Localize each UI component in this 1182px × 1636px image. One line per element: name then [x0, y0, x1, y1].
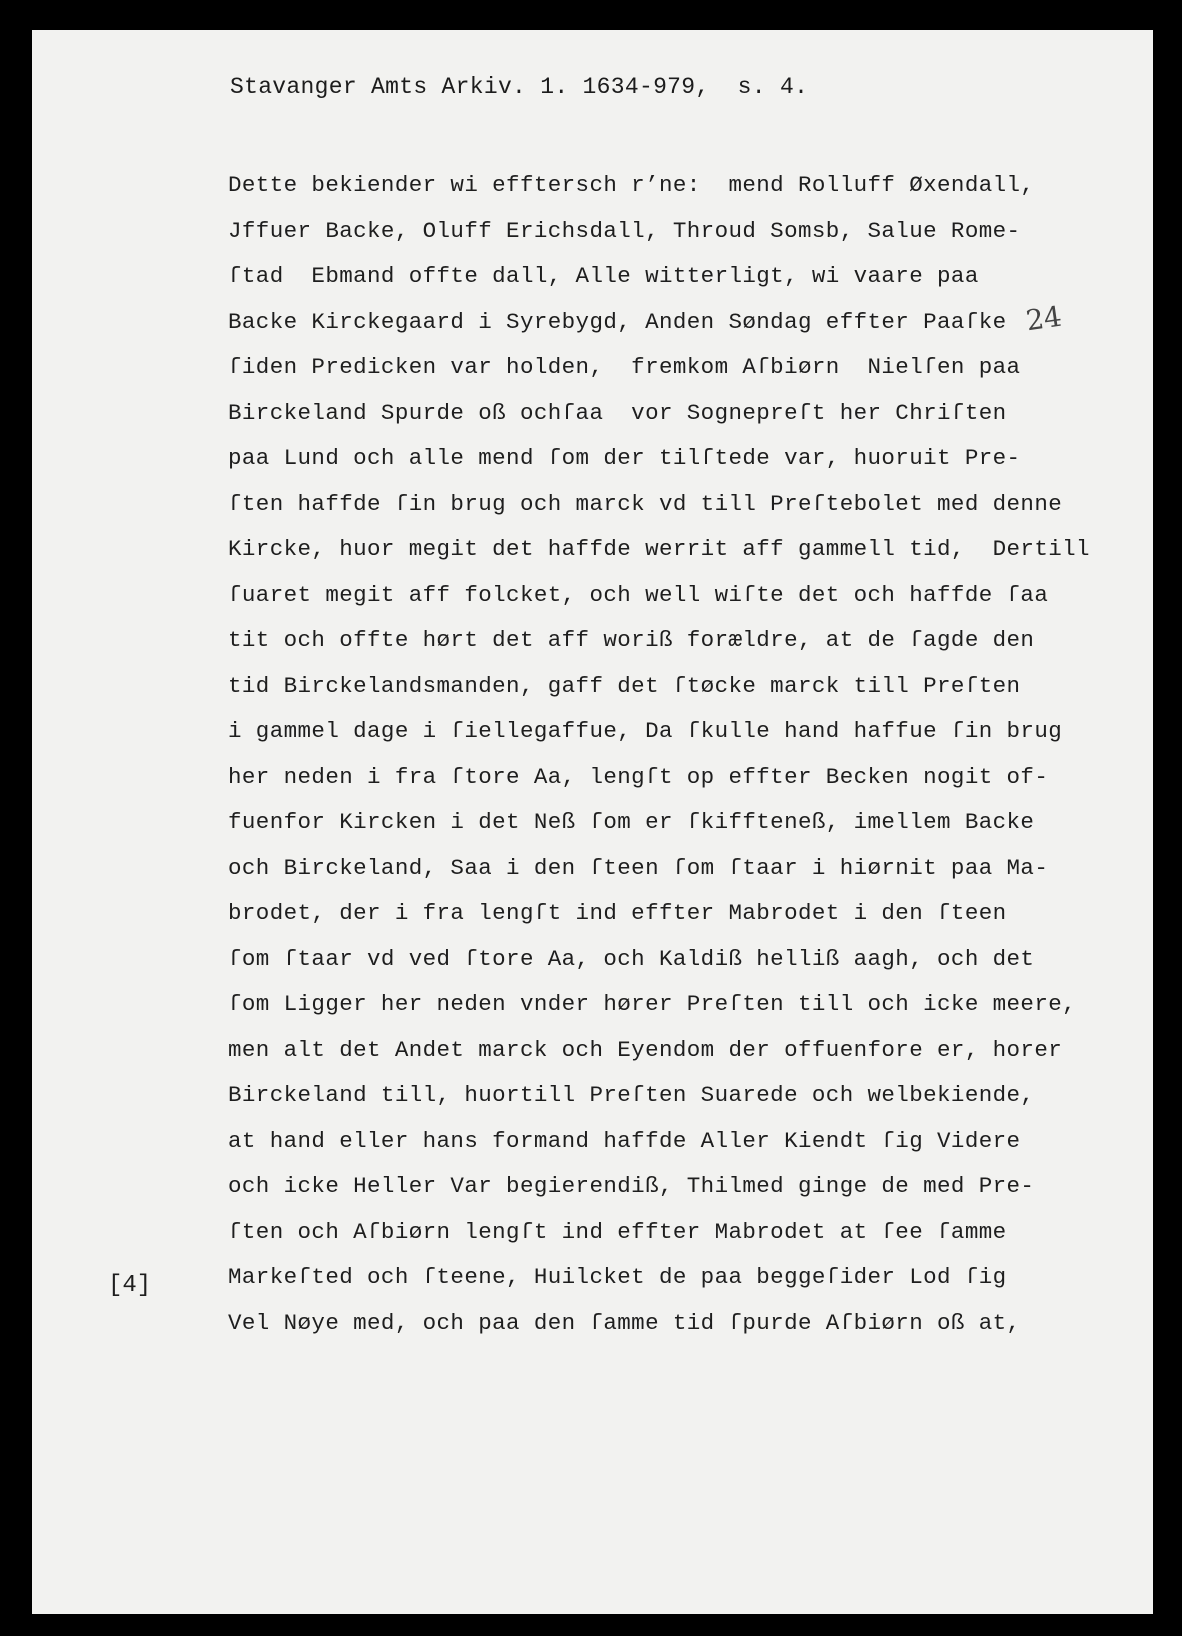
text-line-5: ſiden Predicken var holden, fremkom Aſbiørn Nielſen paa — [228, 354, 1021, 380]
text-line-9: Kircke, huor megit det haffde werrit aff gammell tid, Dertill — [228, 536, 1090, 562]
text-line-22: at hand eller hans formand haffde Aller Kiendt ſig Videre — [228, 1127, 1021, 1154]
text-line-17: brodet, der i fra lengſt ind effter Mabrodet i den ſteen — [228, 900, 1007, 926]
text-line-24: ſten och Aſbiørn lengſt ind effter Mabrodet at ſee ſamme — [228, 1218, 1007, 1245]
text-line-7: paa Lund och alle mend ſom der tilſtede var, huoruit Pre- — [228, 445, 1021, 471]
text-line-13: i gammel dage i ſiellegaffue, Da ſkulle hand haffue ſin brug — [228, 718, 1063, 744]
text-line-23: och icke Heller Var begierendiß, Thilmed ginge de med Pre- — [228, 1173, 1035, 1199]
text-line-10: ſuaret megit aff folcket, och well wiſte det och haffde ſaa — [228, 581, 1049, 608]
text-line-26: Vel Nøye med, och paa den ſamme tid ſpurde Aſbiørn oß at, — [228, 1309, 1021, 1336]
pencil-folio-mark: 24 — [1023, 299, 1064, 338]
text-line-20: men alt det Andet marck och Eyendom der offuenfore er, horer — [228, 1036, 1063, 1063]
text-line-4: Backe Kirckegaard i Syrebygd, Anden Søndag effter Paaſke — [228, 308, 1007, 335]
text-line-14: her neden i fra ſtore Aa, lengſt op effter Becken nogit of- — [228, 763, 1049, 790]
text-line-1: Dette bekiender wi efftersch r’ne: mend Rolluff Øxendall, — [228, 172, 1035, 198]
text-line-2: Jffuer Backe, Oluff Erichsdall, Throud Somsb, Salue Rome- — [228, 217, 1021, 244]
text-line-18: ſom ſtaar vd ved ſtore Aa, och Kaldiß helliß aagh, och det — [228, 945, 1035, 972]
text-line-11: tit och offte hørt det aff woriß forældre, at de ſagde den — [228, 627, 1035, 653]
text-line-19: ſom Ligger her neden vnder hører Preſten till och icke meere, — [228, 991, 1077, 1017]
text-line-12: tid Birckelandsmanden, gaff det ſtøcke marck till Preſten — [228, 672, 1021, 699]
archive-header: Stavanger Amts Arkiv. 1. 1634-979, s. 4. — [230, 74, 809, 100]
text-line-8: ſten haffde ſin brug och marck vd till Preſtebolet med denne — [228, 490, 1063, 517]
text-line-25: Markeſted och ſteene, Huilcket de paa beggeſider Lod ſig — [228, 1264, 1007, 1290]
page-reference: [4] — [108, 1272, 152, 1299]
text-line-6: Birckeland Spurde oß ochſaa vor Sognepreſt her Chriſten — [228, 399, 1007, 426]
text-line-21: Birckeland till, huortill Preſten Suarede och welbekiende, — [228, 1082, 1035, 1108]
text-line-3: ſtad Ebmand offte dall, Alle witterligt, wi vaare paa — [228, 263, 979, 289]
text-line-16: och Birckeland, Saa i den ſteen ſom ſtaar i hiørnit paa Ma- — [228, 854, 1049, 881]
text-line-15: fuenfor Kircken i det Neß ſom er ſkiffteneß, imellem Backe — [228, 809, 1035, 835]
